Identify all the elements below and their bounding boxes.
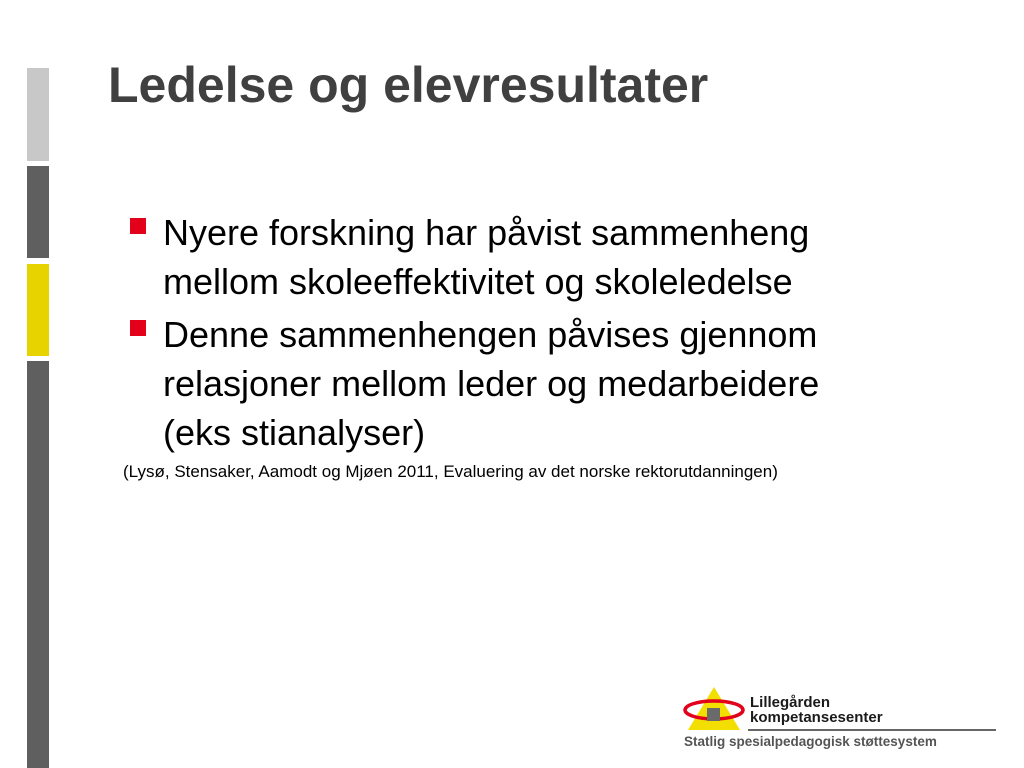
- bullet-text-line: relasjoner mellom leder og medarbeidere: [163, 363, 820, 404]
- sidebar-segment-dark-bottom: [27, 361, 49, 768]
- logo-name: [750, 695, 883, 725]
- organization-logo: [680, 686, 998, 756]
- bullet-text-line: mellom skoleeffektivitet og skoleledelse: [163, 261, 793, 302]
- bullet-text-line: (eks stianalyser): [163, 412, 426, 453]
- logo-name-line: kompetansesenter: [750, 709, 883, 726]
- bullet-list: [127, 208, 987, 461]
- slide-title: Ledelse og elevresultater: [108, 57, 709, 113]
- triangle-with-ring-logo-icon: [682, 686, 750, 732]
- logo-name-line: Lillegården: [750, 694, 831, 711]
- logo-tagline: Statlig spesialpedagogisk støttesystem: [684, 734, 937, 749]
- bullet-item: [127, 310, 987, 457]
- red-square-bullet-icon: [130, 320, 146, 336]
- bullet-text-line: Denne sammenhengen påvises gjennom: [163, 314, 818, 355]
- sidebar-segment-yellow: [27, 264, 49, 356]
- citation: (Lysø, Stensaker, Aamodt og Mjøen 2011, Evaluering av det norske rektorutdanningen): [123, 462, 778, 481]
- bullet-item: [127, 208, 987, 306]
- sidebar-segment-light: [27, 68, 49, 161]
- sidebar-segment-dark-top: [27, 166, 49, 258]
- red-square-bullet-icon: [130, 218, 146, 234]
- logo-divider: [748, 729, 996, 731]
- bullet-text-line: Nyere forskning har påvist sammenheng: [163, 212, 810, 253]
